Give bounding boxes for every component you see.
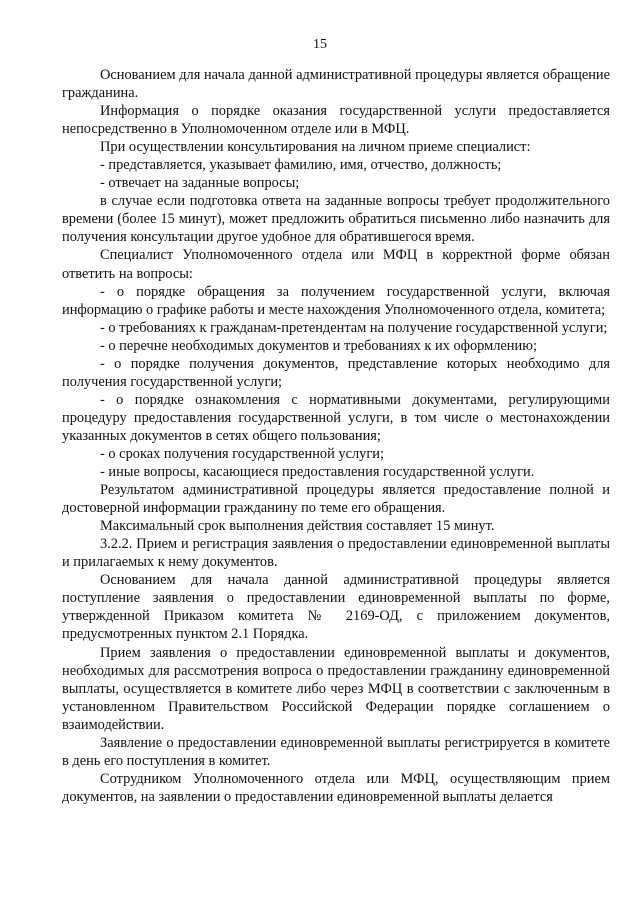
paragraph: Основанием для начала данной административной процедуры является поступление заявления о предоставлении единовременной выплаты по форме, утвержденной Приказом комитета № 2169-ОД, с приложением документов, предусмотренных пунктом 2.1 Порядка. (62, 572, 610, 643)
paragraph: Основанием для начала данной административной процедуры является обращение гражданина. (62, 67, 610, 102)
page-number: 15 (313, 37, 327, 52)
list-item: - о перечне необходимых документов и требованиях к их оформлению; (100, 337, 537, 354)
list-item: - представляется, указывает фамилию, имя, отчество, должность; (100, 157, 502, 174)
list-item: - отвечает на заданные вопросы; (100, 175, 300, 192)
list-item: - о порядке получения документов, представление которых необходимо для получения государственной услуги; (62, 355, 610, 390)
paragraph: Прием заявления о предоставлении единовременной выплаты и документов, необходимых для рассмотрения вопроса о предоставлении гражданину единовременной выплаты, осуществляется в комитете либо через МФЦ в соответствии с заключенным в установленном Правительством Российской Федерации порядке соглашением о взаимодействии. (62, 644, 610, 733)
section-heading: 3.2.2. Прием и регистрация заявления о предоставлении единовременной выплаты и прилагаемых к нему документов. (62, 536, 610, 571)
paragraph: Результатом административной процедуры является предоставление полной и достоверной информации гражданину по теме его обращения. (62, 482, 610, 517)
list-item: - о порядке обращения за получением государственной услуги, включая информацию о графике работы и месте нахождения Уполномоченного отдела, комитета; (62, 283, 610, 318)
paragraph: в случае если подготовка ответа на заданные вопросы требует продолжительного времени (более 15 минут), может предложить обратиться письменно либо назначить для получения консультации другое удобное для обратившегося время. (62, 193, 610, 246)
list-item: - о порядке ознакомления с нормативными документами, регулирующими процедуру предоставления государственной услуги, в том числе о местонахождении указанных документов в сетях общего пользования; (62, 391, 610, 444)
list-item: - иные вопросы, касающиеся предоставления государственной услуги. (100, 464, 535, 481)
list-item: - о сроках получения государственной услуги; (100, 445, 384, 462)
paragraph: Специалист Уполномоченного отдела или МФЦ в корректной форме обязан ответить на вопросы: (62, 247, 610, 282)
paragraph: Сотрудником Уполномоченного отдела или МФЦ, осуществляющим прием документов, на заявлении о предоставлении единовременной выплаты делается (62, 770, 610, 805)
paragraph: Заявление о предоставлении единовременной выплаты регистрируется в комитете в день его поступления в комитет. (62, 734, 610, 769)
body-text (62, 66, 610, 806)
list-item: - о требованиях к гражданам-претендентам на получение государственной услуги; (100, 319, 608, 336)
paragraph: При осуществлении консультирования на личном приеме специалист: (100, 139, 531, 156)
paragraph: Информация о порядке оказания государственной услуги предоставляется непосредственно в Уполномоченном отделе или в МФЦ. (62, 103, 610, 138)
paragraph: Максимальный срок выполнения действия составляет 15 минут. (100, 518, 495, 535)
